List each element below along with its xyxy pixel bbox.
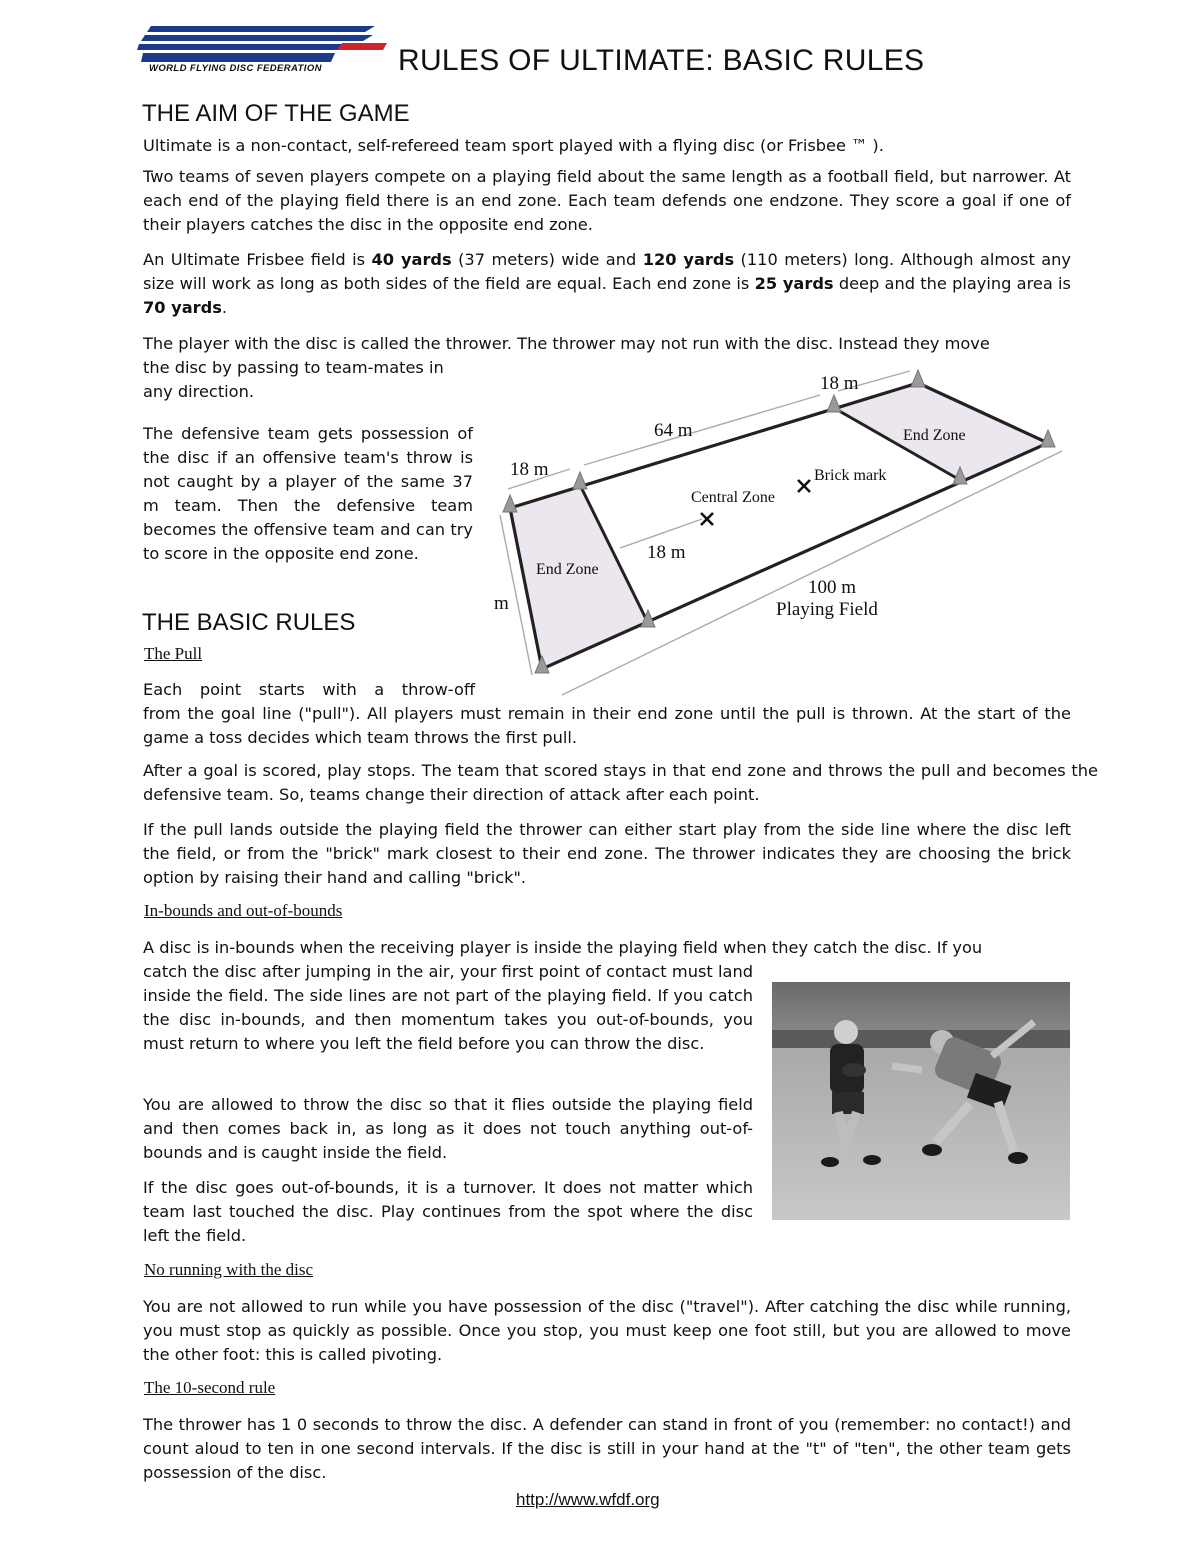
logo-subtitle: WORLD FLYING DISC FEDERATION [149,63,322,74]
field-diagram [480,365,1080,705]
label-central-length: 64 m [654,420,693,441]
label-total-length: 100 m [808,577,857,598]
section-heading-basic-rules: THE BASIC RULES [142,609,356,636]
wfdf-logo [137,18,387,78]
page-title: RULES OF ULTIMATE: BASIC RULES [398,44,925,77]
pull-paragraph-rest: from the goal line ("pull"). All players must remain in their end zone until the pull is thrown. At the start of the game a toss decides which team throws the first pull. [143,704,1071,747]
aim-paragraph-4-line-1: The player with the disc is called the thrower. The thrower may not run with the disc. Instead they move [143,334,990,353]
cone [503,495,517,512]
label-end-zone-right: End Zone [903,427,966,444]
inbounds-paragraph-3: If the disc goes out-of-bounds, it is a turnover. It does not matter which team last touched the disc. Play continues from the spot where the disc left the field. [143,1178,753,1245]
pull-paragraph-line-1: Each point starts with a throw-off [143,680,475,699]
cone [911,370,925,387]
footer-website-link[interactable]: http://www.wfdf.org [516,1490,660,1509]
cone [1041,430,1055,447]
aim-paragraph-2: Two teams of seven players compete on a playing field about the same length as a football field, but narrower. At each end of the playing field there is an end zone. Each team defends one endzone. They score a goal if one of their players catches the disc in the opposite end zone. [143,167,1071,234]
dim-central [584,395,820,465]
label-width-partial: m [494,593,509,614]
subheading-no-running: No running with the disc [144,1260,314,1279]
label-central-zone: Central Zone [691,489,775,506]
subheading-in-bounds: In-bounds and out-of-bounds [144,901,343,920]
label-brick-mark: Brick mark [814,467,887,484]
pull-paragraph-2: After a goal is scored, play stops. The team that scored stays in that end zone and throws the pull and becomes the defensive team. So, teams change their direction of attack after each point. [143,761,1098,804]
pull-paragraph-3: If the pull lands outside the playing field the thrower can either start play from the side line where the disc left the field, or from the "brick" mark closest to their end zone. The thrower indicates they are choosing the brick option by raising their hand and calling "brick". [143,820,1071,887]
aim-paragraph-1: Ultimate is a non-contact, self-refereed team sport played with a flying disc (or Frisbee ™ ). [143,136,884,155]
aim-paragraph-5: The defensive team gets possession of the disc if an offensive team's throw is not caught by a player of the same 37 m team. Then the defensive team becomes the offensive team and can try to score in the opposite end zone. [143,424,473,563]
subheading-ten-second: The 10-second rule [144,1378,276,1397]
label-top-end-depth: 18 m [820,373,859,394]
players-photo [772,982,1070,1220]
inbounds-paragraph-line-1: A disc is in-bounds when the receiving player is inside the playing field when they catch the disc. If you [143,938,983,957]
aim-paragraph-4-line-2: the disc by passing to team-mates in [143,358,444,377]
label-playing-field: Playing Field [776,599,878,620]
cone [573,472,587,489]
aim-paragraph-3: An Ultimate Frisbee field is 40 yards (37 meters) wide and 120 yards (110 meters) long. Although almost any size will work as long as both sides of the field are equal. Each end zone is 25 yards deep and the playing area is 70 yards. [143,250,1071,317]
inbounds-paragraph-2: You are allowed to throw the disc so that it flies outside the playing field and then comes back in, as long as it does not touch anything out-of-bounds and is caught inside the field. [143,1095,753,1162]
subheading-the-pull: The Pull [144,644,203,663]
aim-paragraph-4-line-3: any direction. [143,382,254,401]
dim-total [562,451,1062,695]
section-heading-aim: THE AIM OF THE GAME [142,100,410,127]
cone [827,395,841,412]
no-running-paragraph: You are not allowed to run while you have possession of the disc ("travel"). After catching the disc while running, you must stop as quickly as possible. Once you stop, you must keep one foot still, but you are allowed to move the other foot: this is called pivoting. [143,1297,1071,1364]
label-end-zone-left: End Zone [536,561,599,578]
label-left-end-depth: 18 m [510,459,549,480]
ten-second-paragraph: The thrower has 1 0 seconds to throw the disc. A defender can stand in front of you (remember: no contact!) and count aloud to ten in one second intervals. If the disc is still in your hand at the "t" of "ten", the other team gets possession of the disc. [143,1415,1071,1482]
inbounds-paragraph-rest: catch the disc after jumping in the air, your first point of contact must land inside the field. The side lines are not part of the playing field. If you catch the disc in-bounds, and then momentum takes you out-of-bounds, you must return to where you left the field before you can throw the disc. [143,962,753,1053]
label-brick-distance: 18 m [647,542,686,563]
